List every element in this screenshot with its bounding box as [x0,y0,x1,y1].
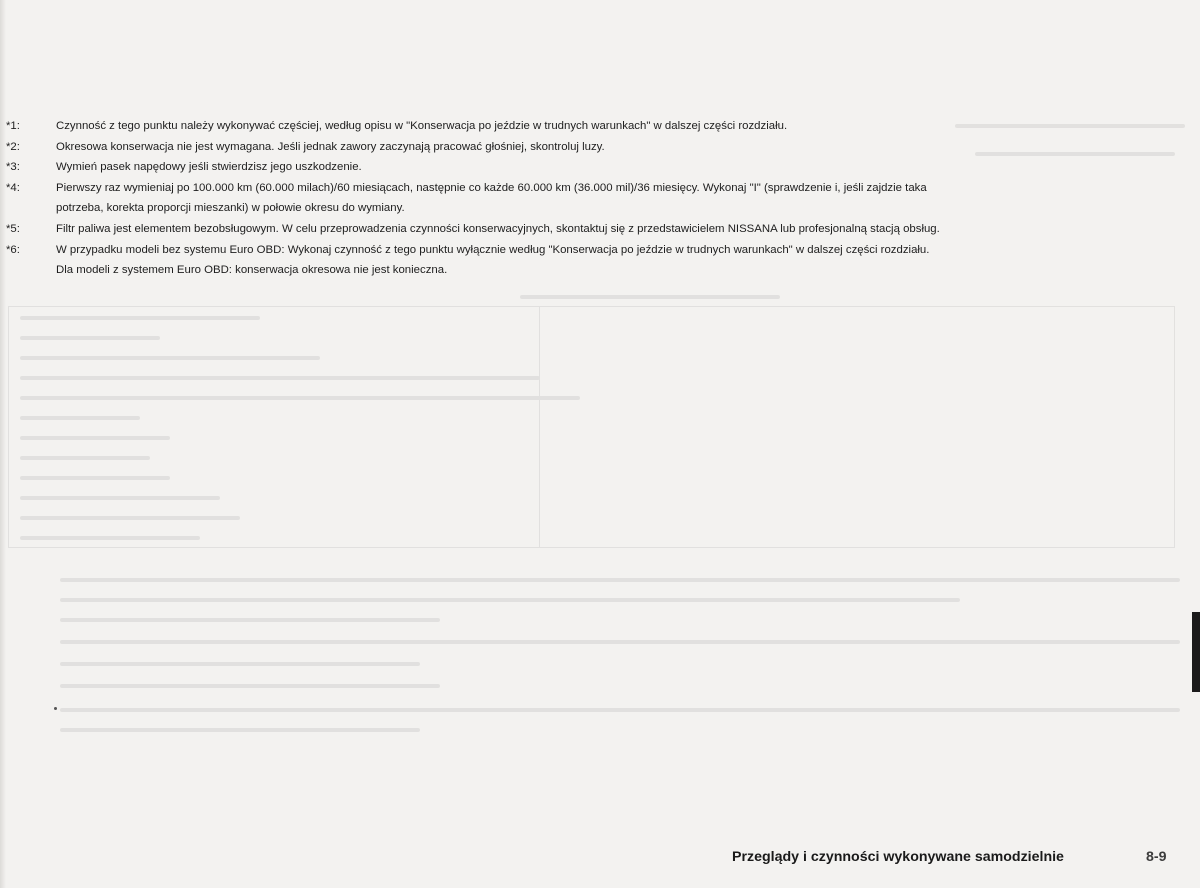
footnote-text [56,157,1180,178]
footnote-4 [0,178,1180,219]
footnote-text [56,219,1180,240]
footnote-line: Filtr paliwa jest elementem bezobsługowym. W celu przeprowadzenia czynności konserwacyjnych, skontaktuj się z przedstawicielem NISSANA lub profesjonalną stacją obsług. [56,222,940,235]
chapter-thumb-tab [1192,612,1200,692]
footnote-marker: *1: [6,120,20,132]
footnote-line: Okresowa konserwacja nie jest wymagana. Jeśli jednak zawory zaczynają pracować głośniej, skontroluj luzy. [56,140,605,153]
footnote-6 [0,240,1180,281]
footnote-line: Pierwszy raz wymieniaj po 100.000 km (60.000 milach)/60 miesiącach, następnie co każde 60.000 km (36.000 mil)/36 miesięcy. Wykonaj "I" (sprawdzenie i, jeśli zajdzie taka [56,181,927,194]
footnote-marker: *5: [6,222,20,235]
footnote-line: potrzeba, korekta proporcji mieszanki) w połowie okresu do wymiany. [56,202,405,215]
footer-section-title: Przeglądy i czynności wykonywane samodzielnie [732,849,1064,865]
footnote-line: W przypadku modeli bez systemu Euro OBD: Wykonaj czynność z tego punktu wyłącznie według "Konserwacja po jeździe w trudnych warunkach" w dalszej części rozdziału. [56,243,930,256]
footnote-text [56,116,1180,137]
footnote-marker: *3: [6,161,20,174]
footnote-marker: *4: [6,181,20,194]
footnote-1 [0,116,1180,137]
page-number: 8-9 [1146,849,1167,865]
footnotes-list [0,116,1180,281]
footnote-3 [0,157,1180,178]
footnote-marker: *2: [6,140,20,153]
footnote-2 [0,137,1180,158]
footnote-line: Czynność z tego punktu należy wykonywać częściej, według opisu w "Konserwacja po jeździe w trudnych warunkach" w dalszej części rozdziału. [56,120,788,132]
footnote-text [56,240,1180,281]
footnote-text [56,178,1180,219]
footnote-line: Dla modeli z systemem Euro OBD: konserwacja okresowa nie jest konieczna. [56,264,448,277]
footnote-line: Wymień pasek napędowy jeśli stwierdzisz jego uszkodzenie. [56,161,362,174]
footnote-text [56,137,1180,158]
stray-mark [54,707,57,710]
footnote-marker: *6: [6,243,20,256]
footnote-5 [0,219,1180,240]
